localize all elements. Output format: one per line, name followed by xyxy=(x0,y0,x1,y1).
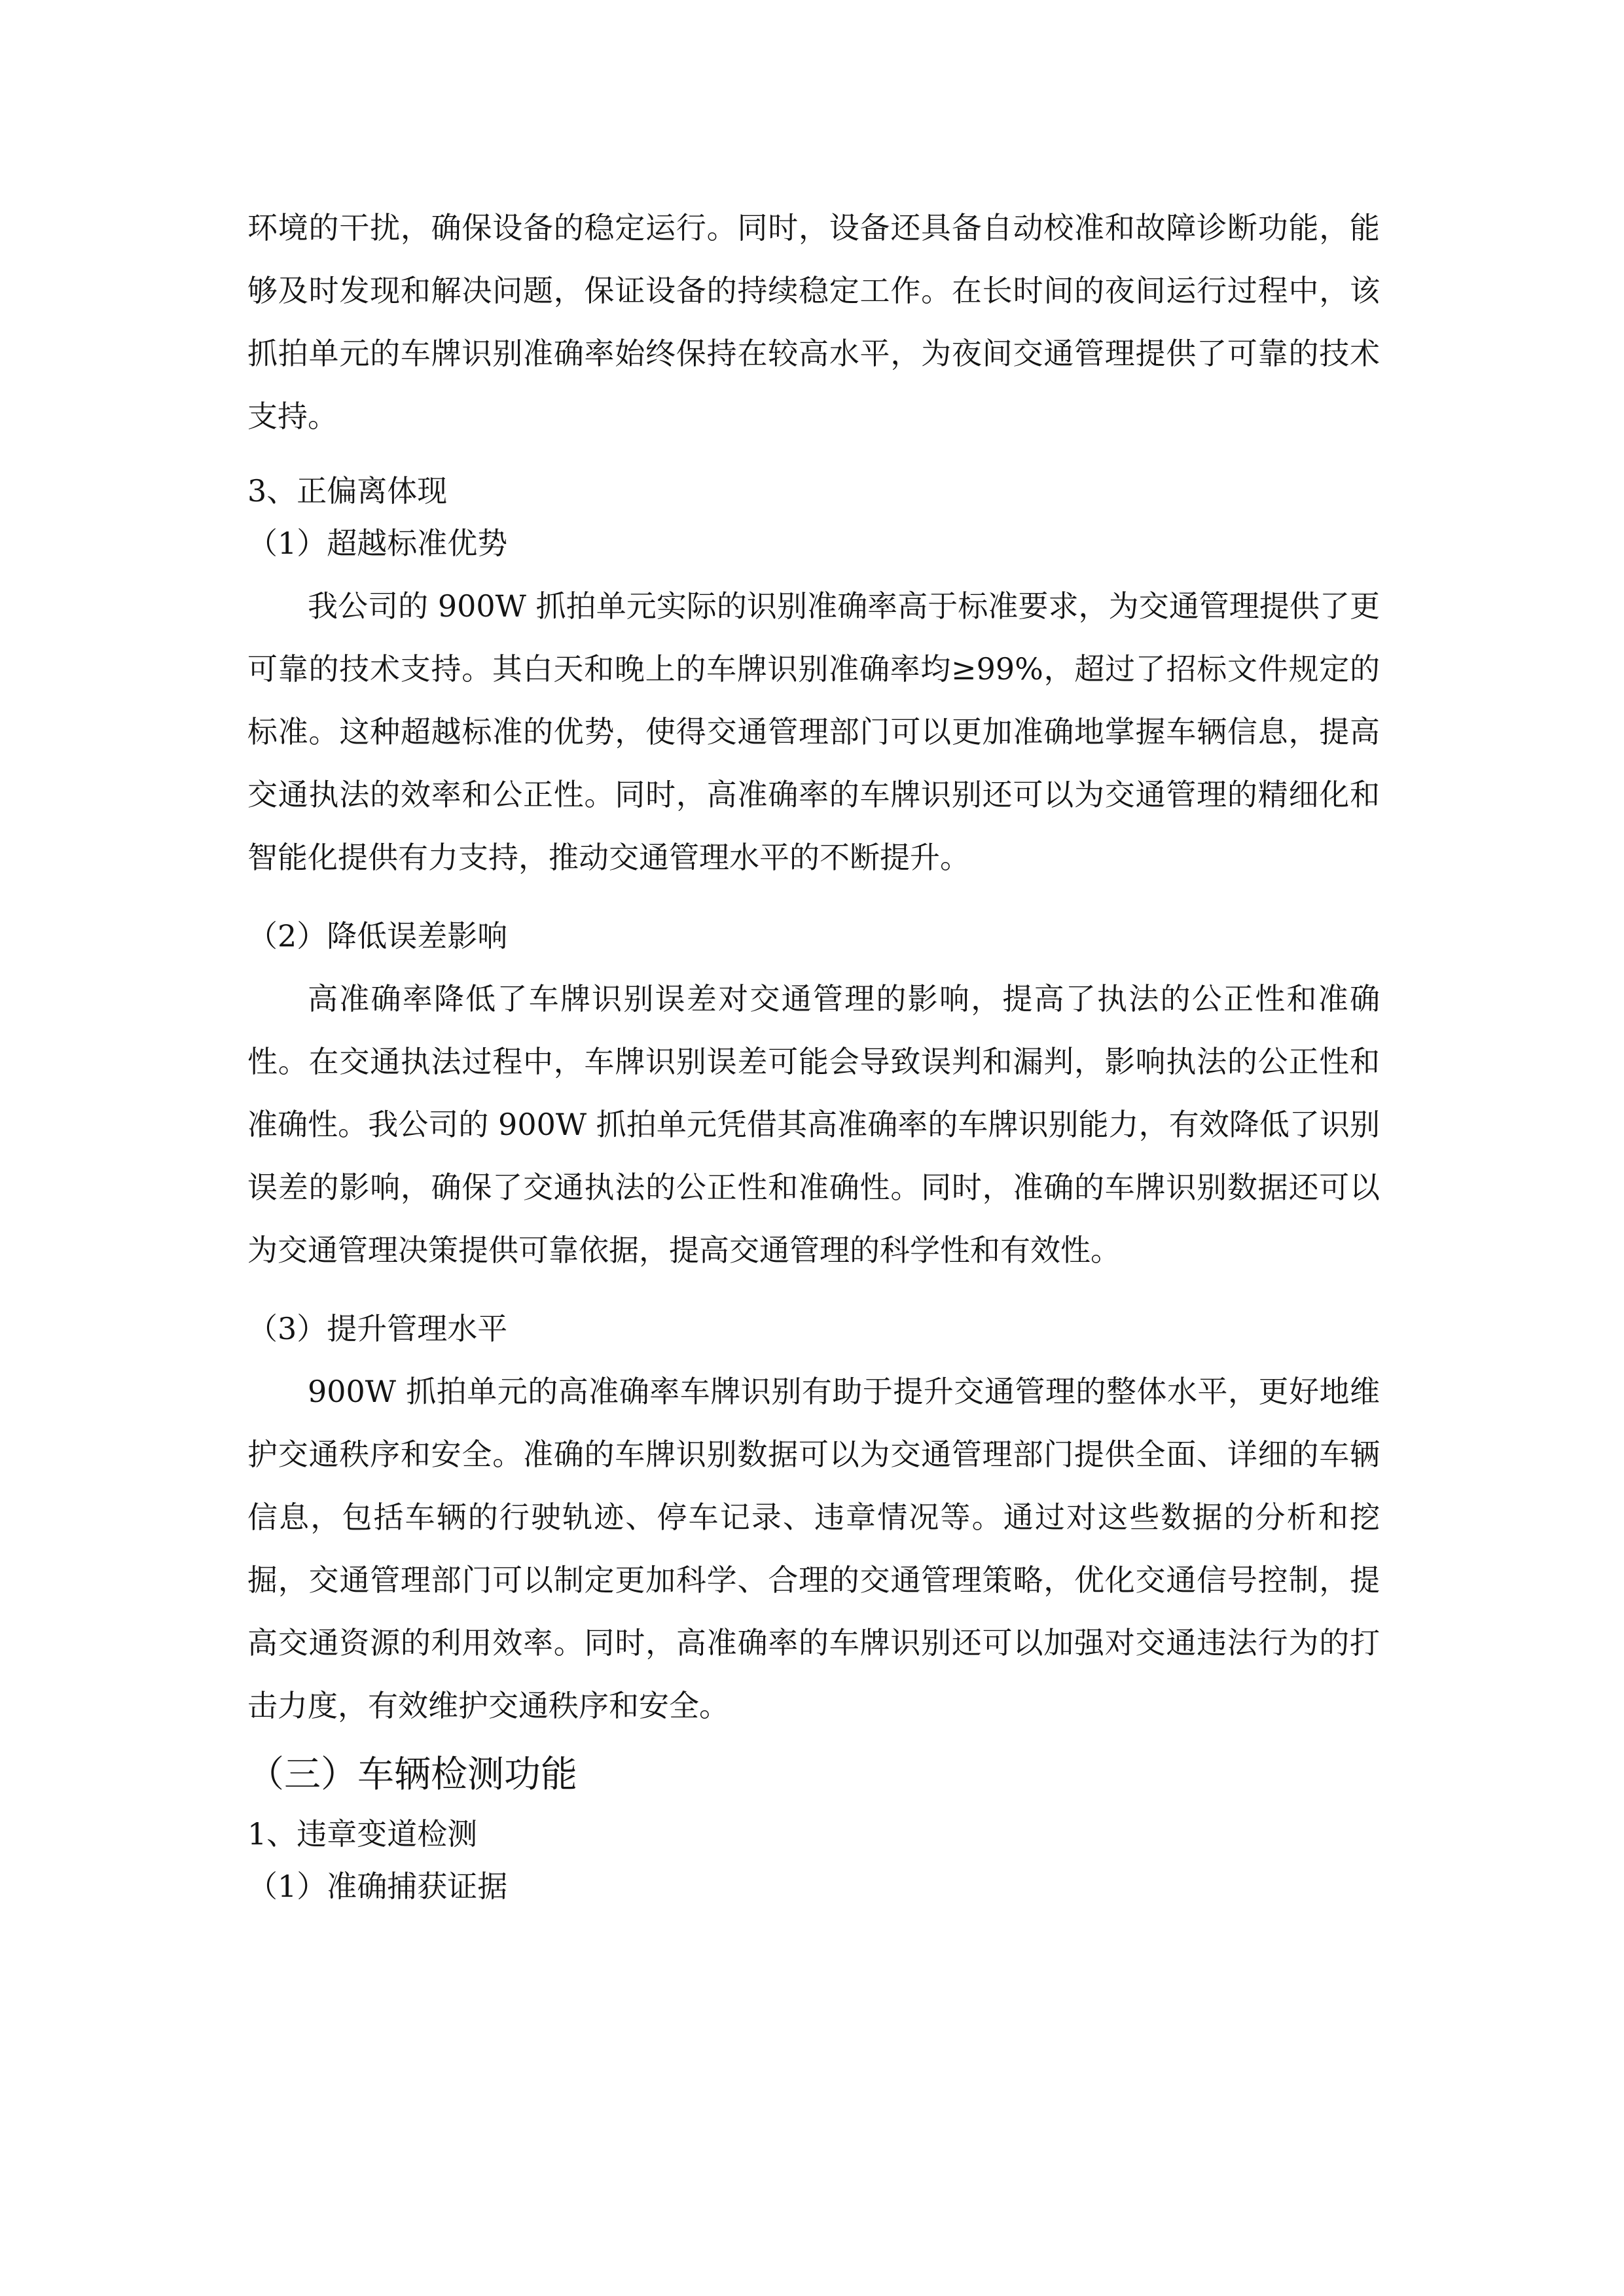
section-heading-vehicle-detection: （三）车辆检测功能 xyxy=(247,1753,577,1796)
heading-positive-deviation: 3、正偏离体现 xyxy=(247,473,448,509)
subheading-improve-management: （3）提升管理水平 xyxy=(247,1311,508,1346)
subheading-capture-evidence: （1）准确捕获证据 xyxy=(247,1869,508,1904)
paragraph-improve-management: 900W 抓拍单元的高准确率车牌识别有助于提升交通管理的整体水平，更好地维护交通秩序和安全。准确的车牌识别数据可以为交通管理部门提供全面、详细的车辆信息，包括车辆的行驶轨迹、停车记录、违章情况等。通过对这些数据的分析和挖掘，交通管理部门可以制定更加科学、合理的交通管理策略，优化交通信号控制，提高交通资源的利用效率。同时，高准确率的车牌识别还可以加强对交通违法行为的打击力度，有效维护交通秩序和安全。 xyxy=(247,1374,1380,1723)
intro-paragraph: 环境的干扰，确保设备的稳定运行。同时，设备还具备自动校准和故障诊断功能，能够及时发现和解决问题，保证设备的持续稳定工作。在长时间的夜间运行过程中，该抓拍单元的车牌识别准确率始终保持在较高水平，为夜间交通管理提供了可靠的技术支持。 xyxy=(247,210,1380,434)
document-body xyxy=(247,196,1380,1907)
heading-lane-change-detection: 1、违章变道检测 xyxy=(247,1816,478,1852)
paragraph-reduce-error: 高准确率降低了车牌识别误差对交通管理的影响，提高了执法的公正性和准确性。在交通执法过程中，车牌识别误差可能会导致误判和漏判，影响执法的公正性和准确性。我公司的 900W 抓拍单元凭借其高准确率的车牌识别能力，有效降低了识别误差的影响，确保了交通执法的公正性和准确性。同时，准确的车牌识别数据还可以为交通管理决策提供可靠依据，提高交通管理的科学性和有效性。 xyxy=(247,981,1380,1268)
paragraph-exceed-standard: 我公司的 900W 抓拍单元实际的识别准确率高于标准要求，为交通管理提供了更可靠的技术支持。其白天和晚上的车牌识别准确率均≥99%，超过了招标文件规定的标准。这种超越标准的优势，使得交通管理部门可以更加准确地掌握车辆信息，提高交通执法的效率和公正性。同时，高准确率的车牌识别还可以为交通管理的精细化和智能化提供有力支持，推动交通管理水平的不断提升。 xyxy=(247,588,1380,875)
subheading-exceed-standard: （1）超越标准优势 xyxy=(247,526,508,561)
subheading-reduce-error: （2）降低误差影响 xyxy=(247,918,508,954)
